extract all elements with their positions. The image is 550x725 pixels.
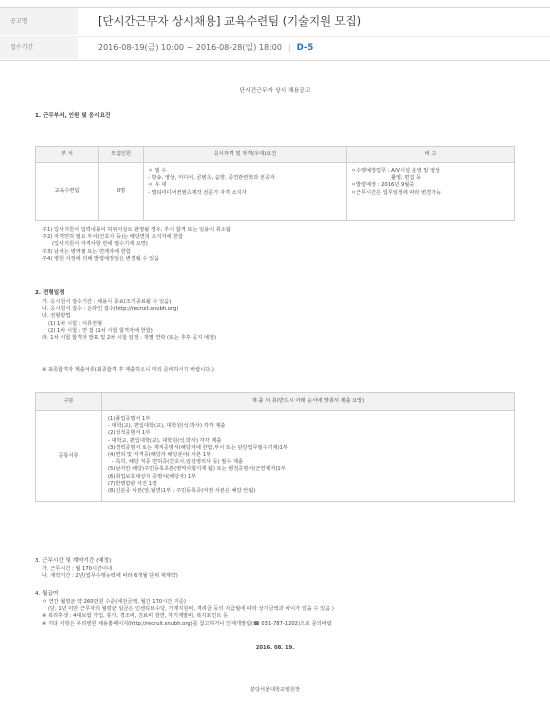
th-category: 구분 bbox=[36, 393, 102, 411]
posting-title: [단시간근무자 상시채용] 교육수련팀 (기술지원 모집) bbox=[98, 14, 361, 28]
section-2-title: 2. 전형일정 bbox=[35, 290, 65, 296]
td-document-list bbox=[102, 411, 515, 502]
note-line: (입사지원서 자격사항 란에 필수기재 요망) bbox=[52, 241, 148, 248]
salary-block bbox=[42, 599, 334, 628]
schedule-line: 가. 응시원서 접수기간 : 채용시 종료(조기종료될 수 있음) bbox=[42, 299, 172, 305]
req-line: ㅇ 필 수 bbox=[148, 168, 167, 174]
section-3-title: 3. 근무시간 및 계약기간 (예정) bbox=[35, 558, 112, 564]
note-line: 주1) 입사지원서 입력내용이 허위사실로 판명될 경우, 추시 합격 또는 임용이 취소됨 bbox=[42, 227, 231, 233]
doc-item: - 대학교, 편입대학(교), 대학원(석,박사) 각각 제출 bbox=[108, 437, 222, 444]
doc-title: 단시간근무자 상시 채용공고 bbox=[239, 88, 311, 94]
section-4-title: 4. 월급여 bbox=[35, 591, 59, 597]
period-text: 2016-08-19(금) 10:00 ~ 2016-08-28(일) 18:00 bbox=[98, 43, 282, 52]
period-label: 접수기간 bbox=[0, 36, 78, 59]
doc-item: (8)신분증 사본(앞,뒷면)1부 : 주민등록증(여권 사본은 해당 안됨) bbox=[108, 488, 256, 495]
doc-item: (5)남자만 해당)주민등록초본(병역사항기재 됨) 또는 병적증명서(군면제자)1부 bbox=[108, 466, 286, 473]
doc-item: - 특히, 해당 직종 면허증(간호사,임상병리사 등) 필수 제출 bbox=[112, 459, 244, 466]
title-label: 공고명 bbox=[0, 8, 78, 35]
salary-line: ㅇ 연간 월평균 약 260만원 수준(세전금액, 월간 170시간 기준) bbox=[42, 599, 186, 605]
period-value bbox=[98, 36, 313, 59]
th-count: 모집인원 bbox=[99, 147, 144, 163]
schedule-line: (1) 1차 시험 : 서류전형 bbox=[48, 320, 103, 327]
remark-line: ㅇ수행예정업무 : A/V시설 운영 및 영상 bbox=[351, 168, 440, 174]
doc-item: (6)취업보호대상자 증명서(해당자) 1부 bbox=[108, 473, 197, 480]
doc-item: (2)성적증명서 1부 bbox=[108, 430, 151, 437]
th-requirements: 응시자격 및 자격(우대)요건 bbox=[144, 147, 347, 163]
salary-line: ※ 기타 사항은 우리병원 채용홈페이지(http://recruit.snubh.org)를 참고하거나 인재개발팀(☎ 031-787-1202)으로 문의바람 bbox=[42, 620, 332, 627]
worktime-block bbox=[42, 566, 178, 580]
th-remarks: 비 고 bbox=[347, 147, 515, 163]
doc-item: (7)반명함판 사진 1장 bbox=[108, 480, 158, 487]
period-row bbox=[0, 36, 550, 61]
documents-notice: ※ 최종합격자 제출서류(최종합격 후 제출하오니 미리 준비하시기 바랍니다.) bbox=[42, 367, 214, 373]
remark-line: 촬영, 편집 등 bbox=[391, 175, 422, 182]
worktime-line: 가. 근무시간 : 월 170시간이내 bbox=[42, 566, 113, 572]
schedule-block bbox=[42, 299, 216, 342]
note-line: 주4) 병원 사정에 의해 발령예정일은 변경될 수 있음 bbox=[42, 255, 160, 262]
organization-name: 분당서울대학교병원장 bbox=[249, 687, 301, 693]
dday-badge: D-5 bbox=[296, 43, 314, 53]
remark-line: ㅇ발령예정 : 2016년 9월중 bbox=[351, 182, 415, 189]
separator: | bbox=[287, 43, 291, 52]
doc-item: (4)면허 및 자격증(해당자 해당분야) 사본 1부 bbox=[108, 452, 212, 459]
schedule-line: 다. 전형방법 bbox=[42, 313, 71, 320]
req-line: ㅇ 우 대 bbox=[148, 182, 167, 189]
salary-line: ※ 복리후생 : 4대보험 가입, 휴가, 경조비, 진료비 감면, 자기계발비, 복지포인트 등 bbox=[42, 613, 229, 620]
positions-table bbox=[35, 146, 515, 221]
req-line: - 멀티미디어컨텐츠제작 전문가 자격 소지자 bbox=[148, 189, 247, 196]
td-common-docs: 공통서류 bbox=[36, 411, 102, 502]
remark-line: ㅇ근무시간은 업무일정에 따라 변경가능 bbox=[351, 189, 442, 196]
th-dept: 부 서 bbox=[36, 147, 99, 163]
req-line: - 방송, 영상, 미디어, 콘텐츠, 음향, 공연관련학과 전공자 bbox=[148, 175, 275, 182]
td-dept: 교육수련팀 bbox=[36, 163, 99, 221]
note-line: 주2) 자격면허 필요 부서(간호사 등)는 해당면허 소지자에 한함 bbox=[42, 234, 184, 241]
schedule-line: 나. 응시원서 접수 : 온라인 접수(http://recruit.snubh.org) bbox=[42, 306, 179, 313]
worktime-line: 나. 계약기간 : 2년(업무수행능력에 따라 6개월 단위 재계약) bbox=[42, 573, 178, 580]
note-line: 주3) 남자는 병역필 또는 면제자에 한함 bbox=[42, 248, 131, 255]
section-1-title: 1. 근무부서, 인원 및 응시요건 bbox=[35, 113, 111, 119]
doc-item: (3)경력증명서 또는 재직증명서(해당자에 한함,부서 또는 담당업무필수기재)1부 bbox=[108, 444, 288, 451]
doc-item: (1)졸업증명서 1부 bbox=[108, 416, 151, 422]
notes-block bbox=[42, 227, 231, 263]
schedule-line: 라. 1차 시험 합격자 발표 및 2차 시험 일정 : 개별 연락 (또는 추후 공지 예정) bbox=[42, 335, 217, 342]
announcement-date: 2016. 08. 19. bbox=[255, 645, 295, 651]
th-documents: 제 출 서 류(반드시 아래 순서에 맞춰서 제출 요망) bbox=[102, 393, 515, 411]
schedule-line: (2) 1차 시험 : 면 접 (1차 시험 합격자에 한함) bbox=[48, 327, 153, 334]
td-remarks bbox=[347, 163, 515, 221]
td-count: 0명 bbox=[99, 163, 144, 221]
salary-line: (단, 1년 미만 근무자의 월평균 임금은 인센티브수당, 가계지원비, 격려금 등의 지급월에 따라 상기금액과 차이가 있을 수 있음 ) bbox=[48, 606, 334, 613]
td-requirements bbox=[144, 163, 347, 221]
documents-table bbox=[35, 392, 515, 502]
title-row bbox=[0, 7, 550, 37]
doc-item: - 대학(교), 편입대학(교), 대학원(석,박사) 각각 제출 bbox=[108, 423, 226, 430]
